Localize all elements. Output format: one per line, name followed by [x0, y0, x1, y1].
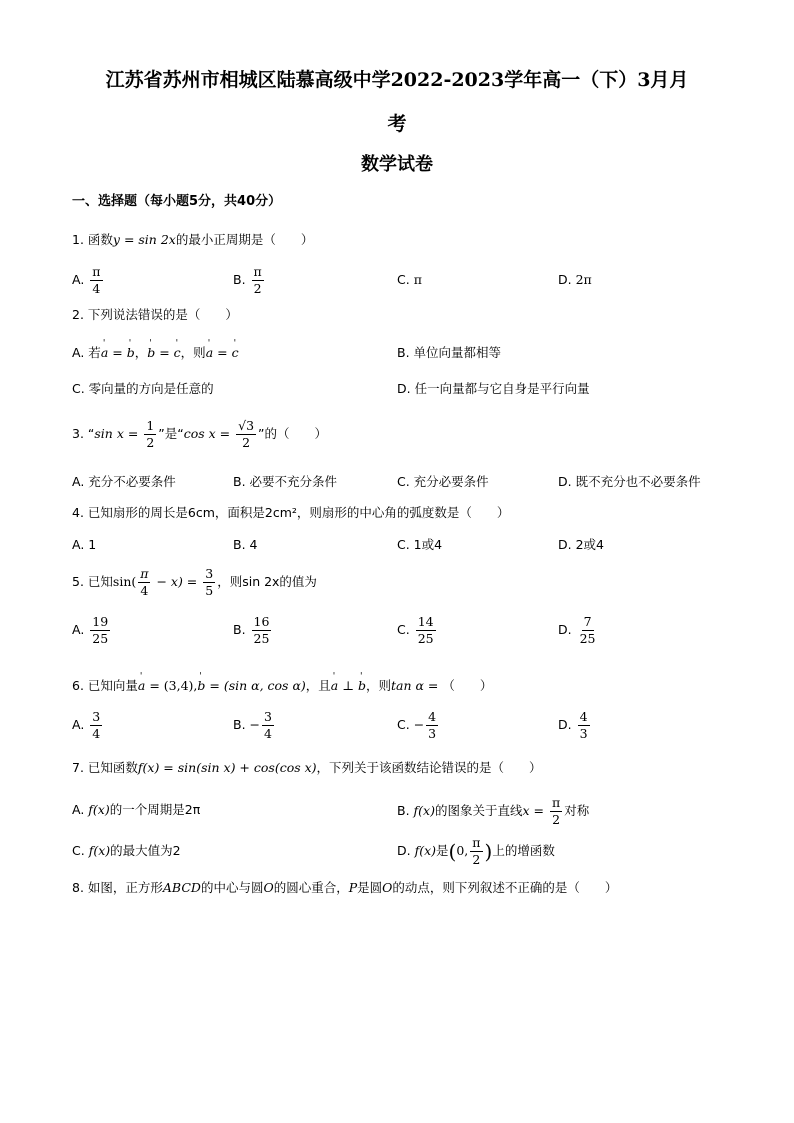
text: 的最大值为2: [110, 843, 181, 858]
text: ，则: [365, 678, 391, 693]
separator: ，: [134, 345, 148, 360]
option-label: D.: [558, 622, 572, 637]
denominator: 4: [264, 726, 272, 741]
sin-expression: sin x =: [94, 426, 143, 441]
option-label: A.: [72, 272, 85, 287]
text: 的图象关于直线: [434, 803, 523, 818]
numerator: √3: [238, 418, 255, 433]
q5-option-d: [558, 614, 600, 647]
denominator: 5: [205, 583, 214, 598]
vector-c: ' c: [174, 344, 181, 362]
option-value: 2π: [575, 272, 592, 287]
text: 上的增函数: [492, 843, 555, 858]
q1-option-b: [233, 264, 266, 297]
numerator: 7: [583, 614, 592, 629]
vector-b: ' b: [197, 677, 205, 695]
numerator: π: [140, 566, 149, 581]
denominator: 3: [579, 726, 588, 741]
q4-option-d: D. 2或4: [558, 537, 604, 552]
q3-option-c: C. 充分必要条件: [397, 474, 489, 489]
option-label: C.: [397, 272, 410, 287]
text: ，下列关于该函数结论错误的是（ ）: [316, 760, 542, 775]
equals: =: [108, 345, 127, 360]
option-label: B.: [233, 622, 246, 637]
text: ，且: [305, 678, 331, 693]
numerator: π: [472, 835, 481, 850]
function-f: f(x): [414, 843, 437, 858]
fraction: [90, 614, 110, 647]
option-label: B.: [233, 272, 246, 287]
circle-o: O: [382, 880, 393, 895]
equals: =: [155, 345, 174, 360]
q6-option-b: [233, 709, 276, 742]
vector-b: ' b: [127, 344, 135, 362]
option-label: A.: [72, 345, 85, 360]
numerator: 3: [264, 709, 272, 724]
question-7: [72, 759, 542, 777]
denominator: 2: [146, 435, 155, 450]
text: ，则sin 2x的值为: [217, 574, 317, 589]
option-label: C.: [397, 717, 410, 732]
q6-option-a: [72, 709, 104, 742]
numerator: 3: [205, 566, 214, 581]
q3-option-a: A. 充分不必要条件: [72, 474, 176, 489]
option-label: A.: [72, 717, 85, 732]
question-8: [72, 879, 617, 897]
numerator: π: [253, 264, 262, 279]
vector-a: ' a: [331, 677, 338, 695]
function-f: f(x): [413, 803, 435, 818]
fraction: [416, 614, 436, 647]
perpendicular: ⊥: [338, 678, 358, 693]
q1-prefix: 1. 函数: [72, 232, 113, 247]
numerator: 14: [417, 614, 434, 629]
right-paren: ): [484, 839, 493, 864]
denominator: 3: [428, 726, 437, 741]
question-2: 2. 下列说法错误的是（ ）: [72, 307, 238, 322]
question-5: [72, 566, 317, 599]
q4-option-c: C. 1或4: [397, 537, 443, 552]
text: 3. “: [72, 426, 95, 441]
left-paren: (: [448, 839, 457, 864]
option-label: A.: [72, 622, 85, 637]
fraction: [578, 709, 590, 742]
vector-a: ' a: [138, 677, 145, 695]
q3-option-b: B. 必要不充分条件: [233, 474, 338, 489]
vector-b: ' b: [147, 344, 155, 362]
q2-option-a: [72, 344, 239, 362]
sin-open: sin(: [112, 574, 137, 589]
numerator: 3: [92, 709, 101, 724]
exam-title-continued: 考: [387, 113, 407, 135]
denominator: 4: [140, 583, 149, 598]
q6-option-c: [397, 709, 440, 742]
option-label: B.: [233, 717, 246, 732]
denominator: 4: [92, 726, 101, 741]
fraction: [252, 614, 272, 647]
fraction: [138, 566, 150, 599]
tan-expression: tan α =: [390, 678, 443, 693]
equals: =: [213, 345, 232, 360]
denominator: 25: [92, 631, 109, 646]
vector-a: ' a: [101, 344, 108, 362]
denominator: 2: [552, 812, 561, 827]
vector-c: ' c: [232, 344, 239, 362]
q1-option-d: [558, 271, 592, 289]
option-label: D.: [558, 272, 572, 287]
cos-expression: cos x =: [183, 426, 235, 441]
text: 的动点，则下列叙述不正确的是（ ）: [392, 880, 618, 895]
text: 5. 已知: [72, 574, 113, 589]
question-6: [72, 677, 492, 695]
exam-title: 江苏省苏州市相城区陆慕高级中学2022-2023学年高一（下）3月月: [105, 69, 689, 91]
fraction: [252, 264, 264, 297]
text: ”是“: [158, 426, 184, 441]
minus: −: [249, 717, 261, 732]
denominator: 2: [253, 281, 262, 296]
fraction: [578, 614, 598, 647]
vector-a: ' a: [206, 344, 213, 362]
denominator: 2: [472, 852, 481, 867]
question-1: [72, 231, 313, 249]
equals: = (3,4),: [145, 678, 198, 693]
denominator: 25: [579, 631, 596, 646]
minus: −: [413, 717, 425, 732]
numerator: 19: [92, 614, 109, 629]
question-3: [72, 418, 327, 451]
q7-option-c: [72, 842, 181, 860]
question-4: 4. 已知扇形的周长是6cm，面积是2cm²，则扇形的中心角的弧度数是（ ）: [72, 505, 510, 520]
option-label: D.: [397, 843, 411, 858]
denominator: 2: [242, 435, 251, 450]
text: 的一个周期是2π: [109, 802, 201, 817]
function-f: f(x): [88, 802, 110, 817]
interval-start: 0,: [456, 843, 469, 858]
q1-option-c: [397, 271, 422, 289]
option-label: B.: [397, 803, 410, 818]
point-p: P: [348, 880, 358, 895]
numerator: π: [551, 795, 561, 810]
text: 是圆: [357, 880, 383, 895]
square-abcd: ABCD: [162, 880, 201, 895]
denominator: 25: [417, 631, 434, 646]
q5-option-b: [233, 614, 273, 647]
fraction: [203, 566, 215, 599]
option-value: π: [413, 272, 422, 287]
text: 是: [436, 843, 449, 858]
fraction: [262, 709, 274, 742]
q1-suffix: 的最小正周期是（ ）: [175, 232, 314, 247]
text: 的圆心重合，: [273, 880, 349, 895]
q7-option-a: [72, 801, 200, 819]
q3-option-d: D. 既不充分也不必要条件: [558, 474, 701, 489]
fraction: [236, 418, 256, 451]
vector-b: ' b: [358, 677, 366, 695]
fraction: [470, 835, 482, 868]
q5-option-c: [397, 614, 438, 647]
exam-subtitle: 数学试卷: [361, 154, 433, 175]
fraction: [550, 795, 562, 828]
x-equals: x =: [522, 803, 548, 818]
denominator: 4: [92, 281, 101, 296]
function-expression: f(x) = sin(sin x) + cos(cos x): [137, 760, 317, 775]
option-label: A.: [72, 802, 85, 817]
equals: = (sin α, cos α): [205, 678, 306, 693]
text: 7. 已知函数: [72, 760, 138, 775]
numerator: 4: [428, 709, 437, 724]
fraction: [90, 709, 102, 742]
q2-option-c: C. 零向量的方向是任意的: [72, 381, 214, 396]
text: ”的（ ）: [258, 426, 328, 441]
numerator: π: [92, 264, 101, 279]
text: （ ）: [442, 678, 493, 693]
q6-option-d: [558, 709, 592, 742]
numerator: 16: [253, 614, 270, 629]
numerator: 1: [146, 418, 155, 433]
text: 对称: [564, 803, 590, 818]
fraction: [144, 418, 156, 451]
option-label: C.: [72, 843, 85, 858]
section-heading: 一、选择题（每小题5分，共40分）: [72, 194, 282, 209]
text: ，则: [180, 345, 206, 360]
q1-option-a: [72, 264, 105, 297]
q4-option-b: B. 4: [233, 537, 258, 552]
text: 6. 已知向量: [72, 678, 138, 693]
function-f: f(x): [88, 843, 111, 858]
fraction: [90, 264, 102, 297]
option-label: C.: [397, 622, 410, 637]
q7-option-d: [397, 835, 555, 868]
q2-option-d: D. 任一向量都与它自身是平行向量: [397, 381, 590, 396]
fraction: [426, 709, 438, 742]
option-label: D.: [558, 717, 572, 732]
text: 若: [88, 345, 101, 360]
q4-option-a: A. 1: [72, 537, 97, 552]
q2-option-b: B. 单位向量都相等: [397, 345, 502, 360]
numerator: 4: [579, 709, 588, 724]
text: 的中心与圆: [200, 880, 264, 895]
q5-option-a: [72, 614, 112, 647]
text: 8. 如图，正方形: [72, 880, 163, 895]
q1-function: y = sin 2x: [112, 232, 176, 247]
circle-o: O: [263, 880, 274, 895]
denominator: 25: [253, 631, 270, 646]
sin-close: − x) =: [152, 574, 202, 589]
q7-option-b: [397, 795, 589, 828]
